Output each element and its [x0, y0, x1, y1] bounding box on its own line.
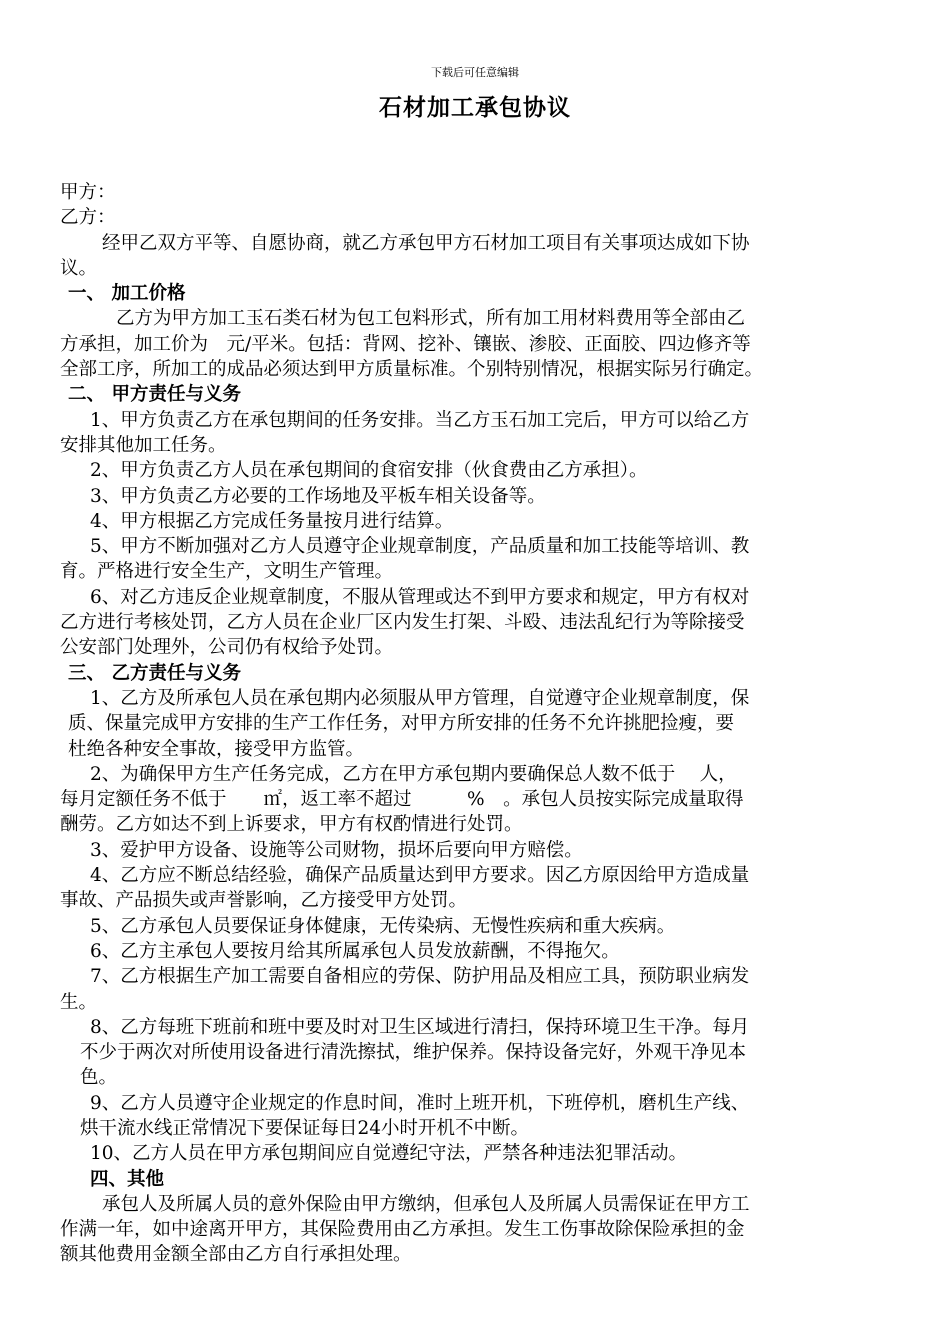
paragraph-line: 3、甲方负责乙方必要的工作场地及平板车相关设备等。 — [90, 485, 546, 507]
paragraph-line: 4、甲方根据乙方完成任务量按月进行结算。 — [90, 510, 454, 532]
paragraph-line: 育。严格进行安全生产，文明生产管理。 — [60, 561, 394, 583]
intro-line: 经甲乙双方平等、自愿协商，就乙方承包甲方石材加工项目有关事项达成如下协 — [102, 232, 750, 254]
section-heading-party-b-duties: 三、 乙方责任与义务 — [68, 662, 241, 684]
paragraph-line: 2、甲方负责乙方人员在承包期间的食宿安排（伙食费由乙方承担）。 — [90, 460, 648, 482]
paragraph-line: 额其他费用金额全部由乙方自行承担处理。 — [60, 1244, 412, 1266]
paragraph-line: 1、乙方及所承包人员在承包期内必须服从甲方管理，自觉遵守企业规章制度，保 — [90, 687, 750, 709]
paragraph-line: 承包人及所属人员的意外保险由甲方缴纳，但承包人及所属人员需保证在甲方工 — [102, 1193, 750, 1215]
section-heading-other: 四、其他 — [90, 1168, 165, 1190]
header-note: 下载后可任意编辑 — [431, 66, 519, 79]
section-heading-party-a-duties: 二、 甲方责任与义务 — [68, 384, 241, 406]
paragraph-line: 6、对乙方违反企业规章制度，不服从管理或达不到甲方要求和规定，甲方有权对 — [90, 586, 750, 608]
paragraph-line: 1、甲方负责乙方在承包期间的任务安排。当乙方玉石加工完后，甲方可以给乙方 — [90, 409, 750, 431]
party-b-line: 乙方： — [60, 207, 116, 229]
paragraph-line: 7、乙方根据生产加工需要自备相应的劳保、防护用品及相应工具，预防职业病发 — [90, 966, 750, 988]
section-heading-price: 一、 加工价格 — [68, 283, 186, 305]
paragraph-line: 烘干流水线正常情况下要保证每日24小时开机不中断。 — [80, 1117, 530, 1139]
paragraph-line: 4、乙方应不断总结经验，确保产品质量达到甲方要求。因乙方原因给甲方造成量 — [90, 865, 750, 887]
paragraph-line: 2、为确保甲方生产任务完成，乙方在甲方承包期内要确保总人数不低于 人， — [90, 763, 737, 785]
intro-line: 议。 — [60, 257, 98, 279]
paragraph-line: 事故、产品损失或声誉影响，乙方接受甲方处罚。 — [60, 890, 468, 912]
document-body — [60, 180, 900, 1268]
party-a-line: 甲方： — [60, 182, 116, 203]
paragraph-line: 乙方进行考核处罚，乙方人员在企业厂区内发生打架、斗殴、违法乱纪行为等除接受 — [60, 612, 745, 634]
paragraph-line: 5、甲方不断加强对乙方人员遵守企业规章制度，产品质量和加工技能等培训、教 — [90, 536, 750, 558]
paragraph-line: 生。 — [60, 991, 98, 1013]
paragraph-line: 乙方为甲方加工玉石类石材为包工包料形式，所有加工用材料费用等全部由乙 — [116, 308, 746, 330]
paragraph-line: 质、保量完成甲方安排的生产工作任务，对甲方所安排的任务不允许挑肥捡瘦，要 — [68, 713, 735, 735]
paragraph-line: 安排其他加工任务。 — [60, 434, 227, 456]
paragraph-line: 8、乙方每班下班前和班中要及时对卫生区域进行清扫，保持环境卫生干净。每月 — [90, 1016, 750, 1038]
paragraph-line: 不少于两次对所使用设备进行清洗擦拭，维护保养。保持设备完好，外观干净见本 — [80, 1042, 747, 1064]
paragraph-line: 全部工序，所加工的成品必须达到甲方质量标准。个别特别情况，根据实际另行确定。 — [60, 359, 764, 381]
paragraph-line: 酬劳。乙方如达不到上诉要求，甲方有权酌情进行处罚。 — [60, 814, 523, 836]
paragraph-line: 9、乙方人员遵守企业规定的作息时间，准时上班开机，下班停机，磨机生产线、 — [90, 1092, 750, 1114]
paragraph-line: 作满一年，如中途离开甲方，其保险费用由乙方承担。发生工伤事故除保险承担的金 — [60, 1219, 745, 1241]
paragraph-line: 色。 — [80, 1067, 118, 1089]
paragraph-line: 公安部门处理外，公司仍有权给予处罚。 — [60, 637, 394, 659]
document-title: 石材加工承包协议 — [379, 94, 571, 121]
paragraph-line: 杜绝各种安全事故，接受甲方监管。 — [68, 738, 365, 760]
paragraph-line: 方承担，加工价为 元/平米。包括：背网、挖补、镶嵌、渗胶、正面胶、四边修齐等 — [60, 333, 751, 355]
paragraph-line: 10、乙方人员在甲方承包期间应自觉遵纪守法，严禁各种违法犯罪活动。 — [90, 1143, 688, 1165]
paragraph-line: 6、乙方主承包人要按月给其所属承包人员发放薪酬，不得拖欠。 — [90, 940, 620, 962]
paragraph-line: 3、爱护甲方设备、设施等公司财物，损坏后要向甲方赔偿。 — [90, 839, 583, 861]
paragraph-line: 每月定额任务不低于 ㎡，返工率不超过 % 。承包人员按实际完成量取得 — [60, 789, 744, 811]
paragraph-line: 5、乙方承包人员要保证身体健康，无传染病、无慢性疾病和重大疾病。 — [90, 915, 676, 937]
